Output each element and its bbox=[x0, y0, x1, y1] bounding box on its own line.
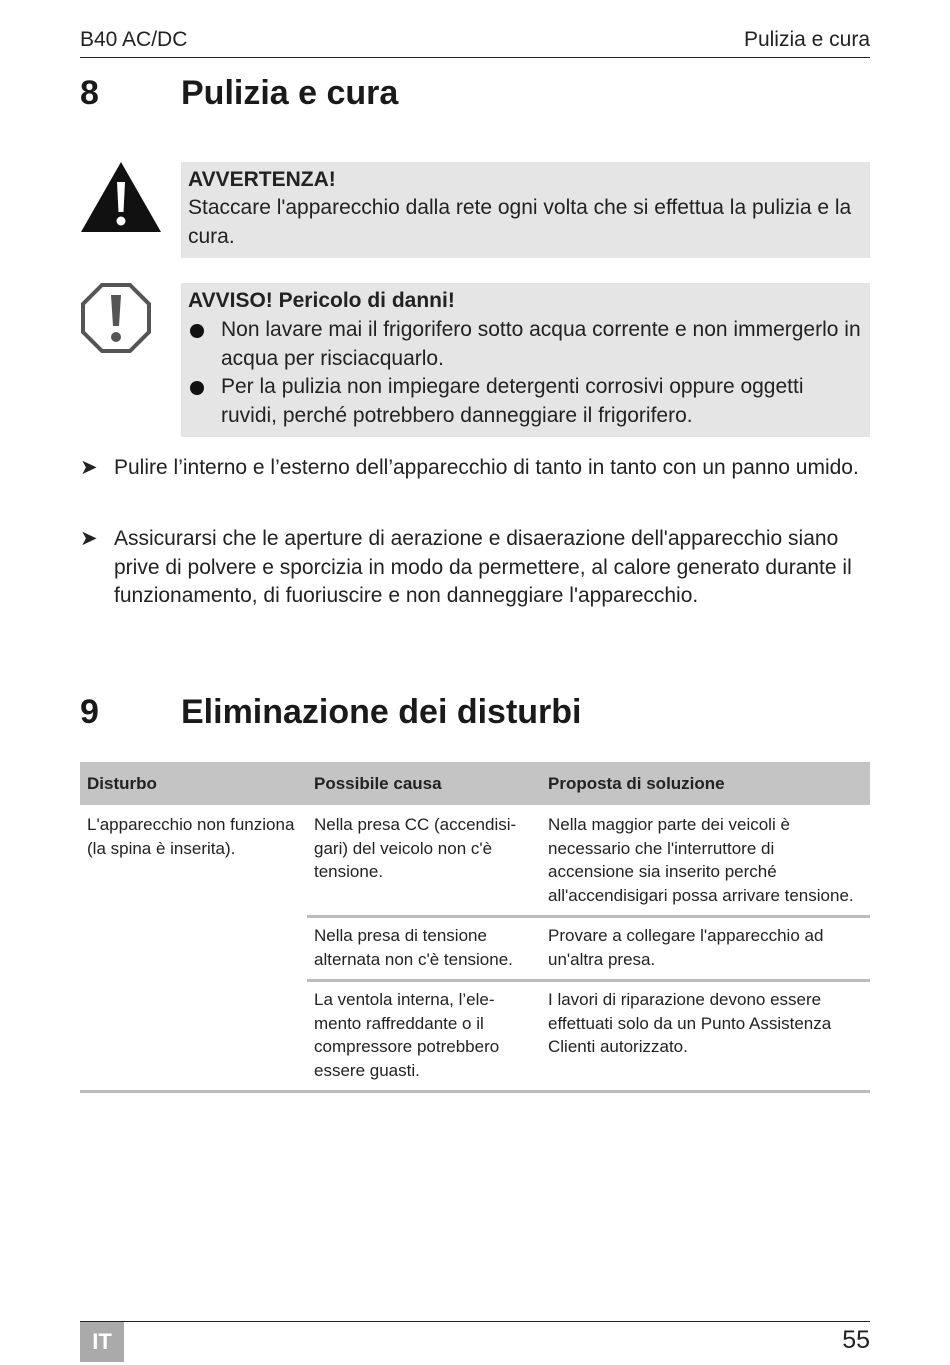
list-item: Per la pulizia non impiegare detergenti corrosivi oppure oggetti ruvidi, perché potrebbero danneggiare il frigorifero. bbox=[188, 373, 862, 430]
header-model: B40 AC/DC bbox=[80, 28, 188, 51]
column-header: Possibile causa bbox=[307, 762, 541, 805]
section-9-title: Eliminazione dei disturbi bbox=[181, 693, 582, 731]
solution-cell: I lavori di riparazione devono essere effettuati solo da un Punto Assistenza Clienti autorizzato. bbox=[541, 981, 870, 1092]
step-item bbox=[80, 525, 870, 611]
notice-octagon-icon bbox=[80, 282, 152, 354]
solution-cell: Nella maggior parte dei veicoli è necessario che l'interruttore di accensione sia inserito perché all'accendisigari possa arrivare tensione. bbox=[548, 815, 854, 905]
solution-cell: Provare a collegare l'apparecchio ad un'altra presa. bbox=[541, 917, 870, 981]
warning-text: Staccare l'apparecchio dalla rete ogni volta che si effettua la pulizia e la cura. bbox=[188, 196, 852, 248]
page-number: 55 bbox=[842, 1326, 870, 1354]
step-item bbox=[80, 454, 870, 483]
list-item: Non lavare mai il frigorifero sotto acqua corrente e non immergerlo in acqua per risciacquarlo. bbox=[188, 316, 862, 373]
fault-cell: L'apparecchio non funziona (la spina è inserita). bbox=[80, 805, 307, 1092]
cause-cell: Nella presa di tensione alternata non c'è tensione. bbox=[307, 917, 541, 981]
cause-cell: Nella presa CC (accendisi-gari) del veicolo non c'è tensione. bbox=[314, 815, 517, 881]
bullet-icon bbox=[190, 381, 204, 395]
troubleshooting-table bbox=[80, 762, 870, 1093]
arrow-icon: ➤ bbox=[80, 527, 98, 550]
cause-cell: La ventola interna, l’ele-mento raffreddante o il compressore potrebbero essere guasti. bbox=[307, 981, 541, 1092]
language-tab: IT bbox=[80, 1322, 124, 1362]
header-section: Pulizia e cura bbox=[743, 28, 870, 51]
section-8-title: Pulizia e cura bbox=[181, 74, 399, 112]
step-text: Pulire l’interno e l’esterno dell’apparecchio di tanto in tanto con un panno umido. bbox=[114, 456, 859, 479]
section-8-number: 8 bbox=[80, 74, 99, 112]
warning-title: AVVERTENZA! bbox=[188, 168, 336, 191]
warning-triangle-icon bbox=[80, 160, 162, 234]
bullet-icon bbox=[190, 324, 204, 338]
column-header: Disturbo bbox=[80, 762, 307, 805]
section-9-number: 9 bbox=[80, 693, 99, 731]
notice-box bbox=[181, 283, 870, 437]
arrow-icon: ➤ bbox=[80, 456, 98, 479]
footer-divider bbox=[80, 1321, 870, 1322]
notice-list bbox=[188, 316, 862, 430]
page-header bbox=[80, 26, 870, 58]
warning-box bbox=[181, 162, 870, 258]
table-row bbox=[80, 805, 870, 917]
table-header-row bbox=[80, 762, 870, 805]
step-text: Assicurarsi che le aperture di aerazione e disaerazione dell'apparecchio siano prive di polvere e sporcizia in modo da permettere, al calore generato durante il funzionamento, di fuoriuscire e non danneggiare l'apparecchio. bbox=[114, 527, 852, 607]
column-header: Proposta di soluzione bbox=[541, 762, 870, 805]
notice-title: AVVISO! Pericolo di danni! bbox=[188, 289, 455, 312]
